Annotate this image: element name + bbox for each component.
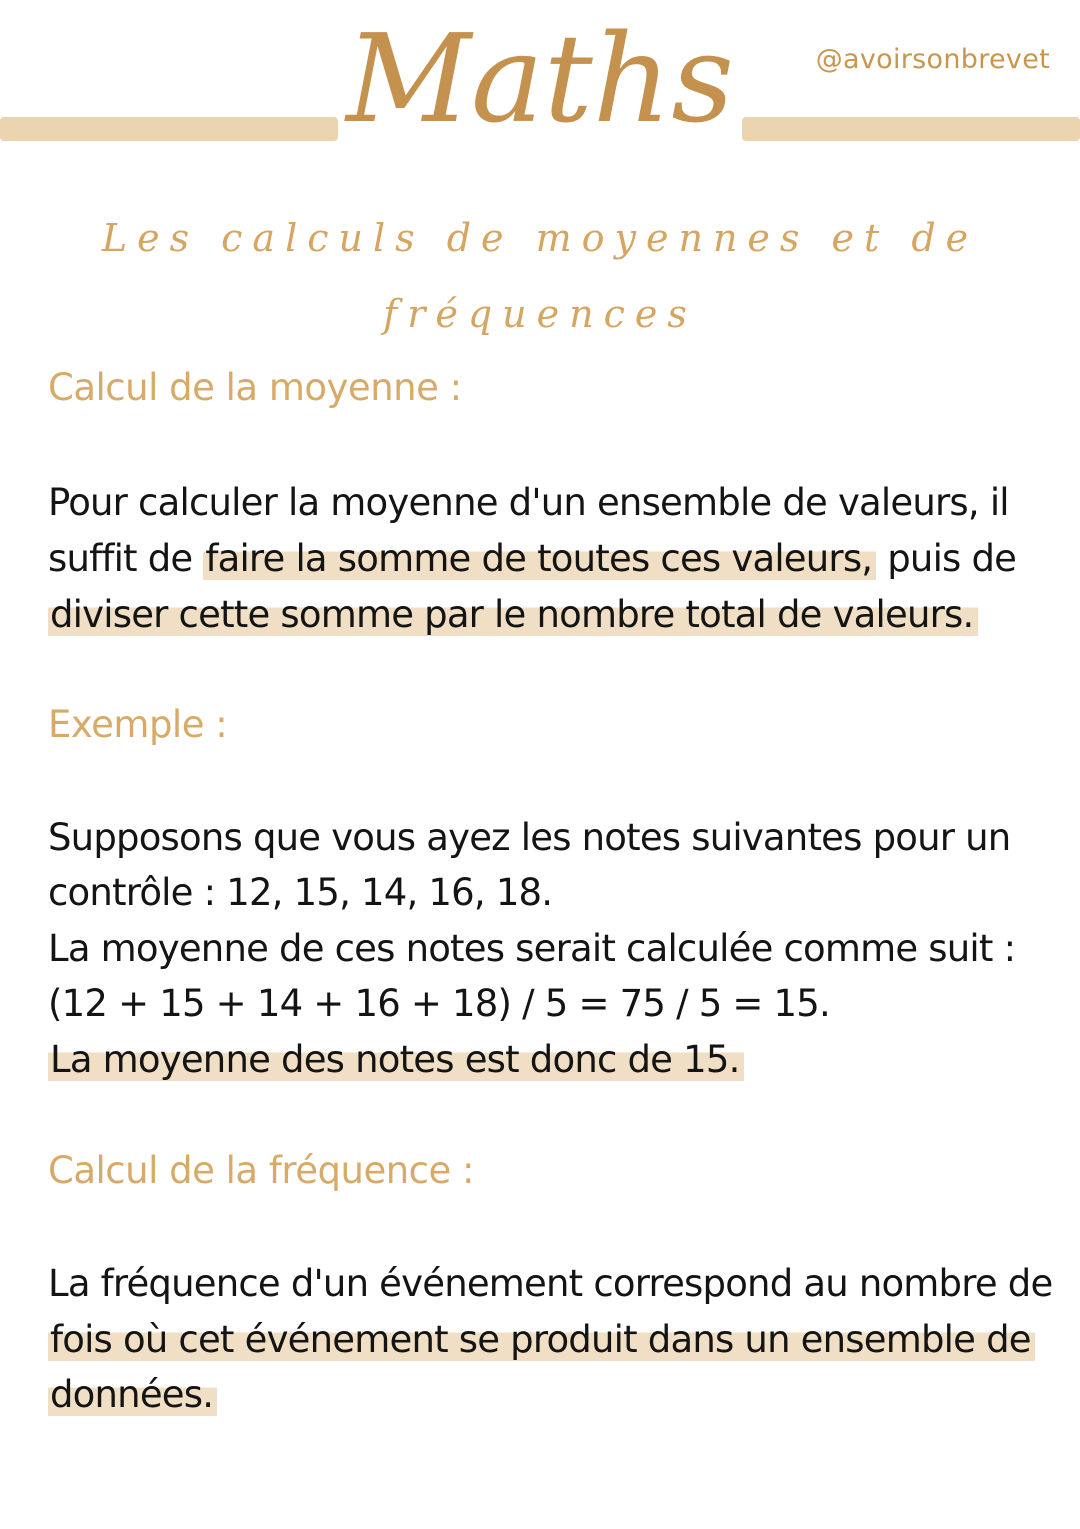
exemple-calcul-line: (12 + 15 + 14 + 16 + 18) / 5 = 75 / 5 = 15.: [48, 982, 831, 1025]
heading-frequence: Calcul de la fréquence :: [48, 1149, 475, 1192]
highlight-resultat: La moyenne des notes est donc de 15.: [48, 1038, 744, 1081]
subtitle-line-2: fréquences: [383, 292, 697, 336]
exemple-text-line-1: Supposons que vous ayez les notes suivantes pour un: [48, 816, 1011, 859]
exemple-text-line-5: [48, 1038, 744, 1082]
frequence-text-line-1: La fréquence d'un événement correspond au nombre de: [48, 1262, 1053, 1305]
subtitle-line-1: Les calculs de moyennes et de: [101, 216, 979, 260]
page-title: Maths: [346, 8, 734, 150]
moyenne-text-line-2a: suffit de: [48, 537, 204, 580]
title-rule-left: [0, 117, 338, 141]
author-handle: @avoirsonbrevet: [815, 44, 1050, 75]
moyenne-text-line-2: [48, 537, 1016, 581]
highlight-diviser: diviser cette somme par le nombre total de valeurs.: [48, 593, 978, 636]
highlight-fois: fois où cet événement se produit dans un ensemble de: [48, 1318, 1035, 1361]
moyenne-text-line-2b: puis de: [876, 537, 1017, 580]
exemple-text-line-3: La moyenne de ces notes serait calculée comme suit :: [48, 927, 1016, 970]
moyenne-text-line-1: Pour calculer la moyenne d'un ensemble de valeurs, il: [48, 481, 1009, 524]
highlight-somme: faire la somme de toutes ces valeurs,: [203, 537, 876, 580]
heading-exemple: Exemple :: [48, 703, 228, 746]
title-rule-right: [742, 117, 1080, 141]
frequence-text-line-3: [48, 1373, 217, 1417]
frequence-text-line-2: [48, 1318, 1035, 1362]
exemple-text-line-2: contrôle : 12, 15, 14, 16, 18.: [48, 871, 553, 914]
moyenne-text-line-3: [48, 593, 978, 637]
heading-moyenne: Calcul de la moyenne :: [48, 366, 462, 409]
highlight-donnees: données.: [48, 1373, 217, 1416]
